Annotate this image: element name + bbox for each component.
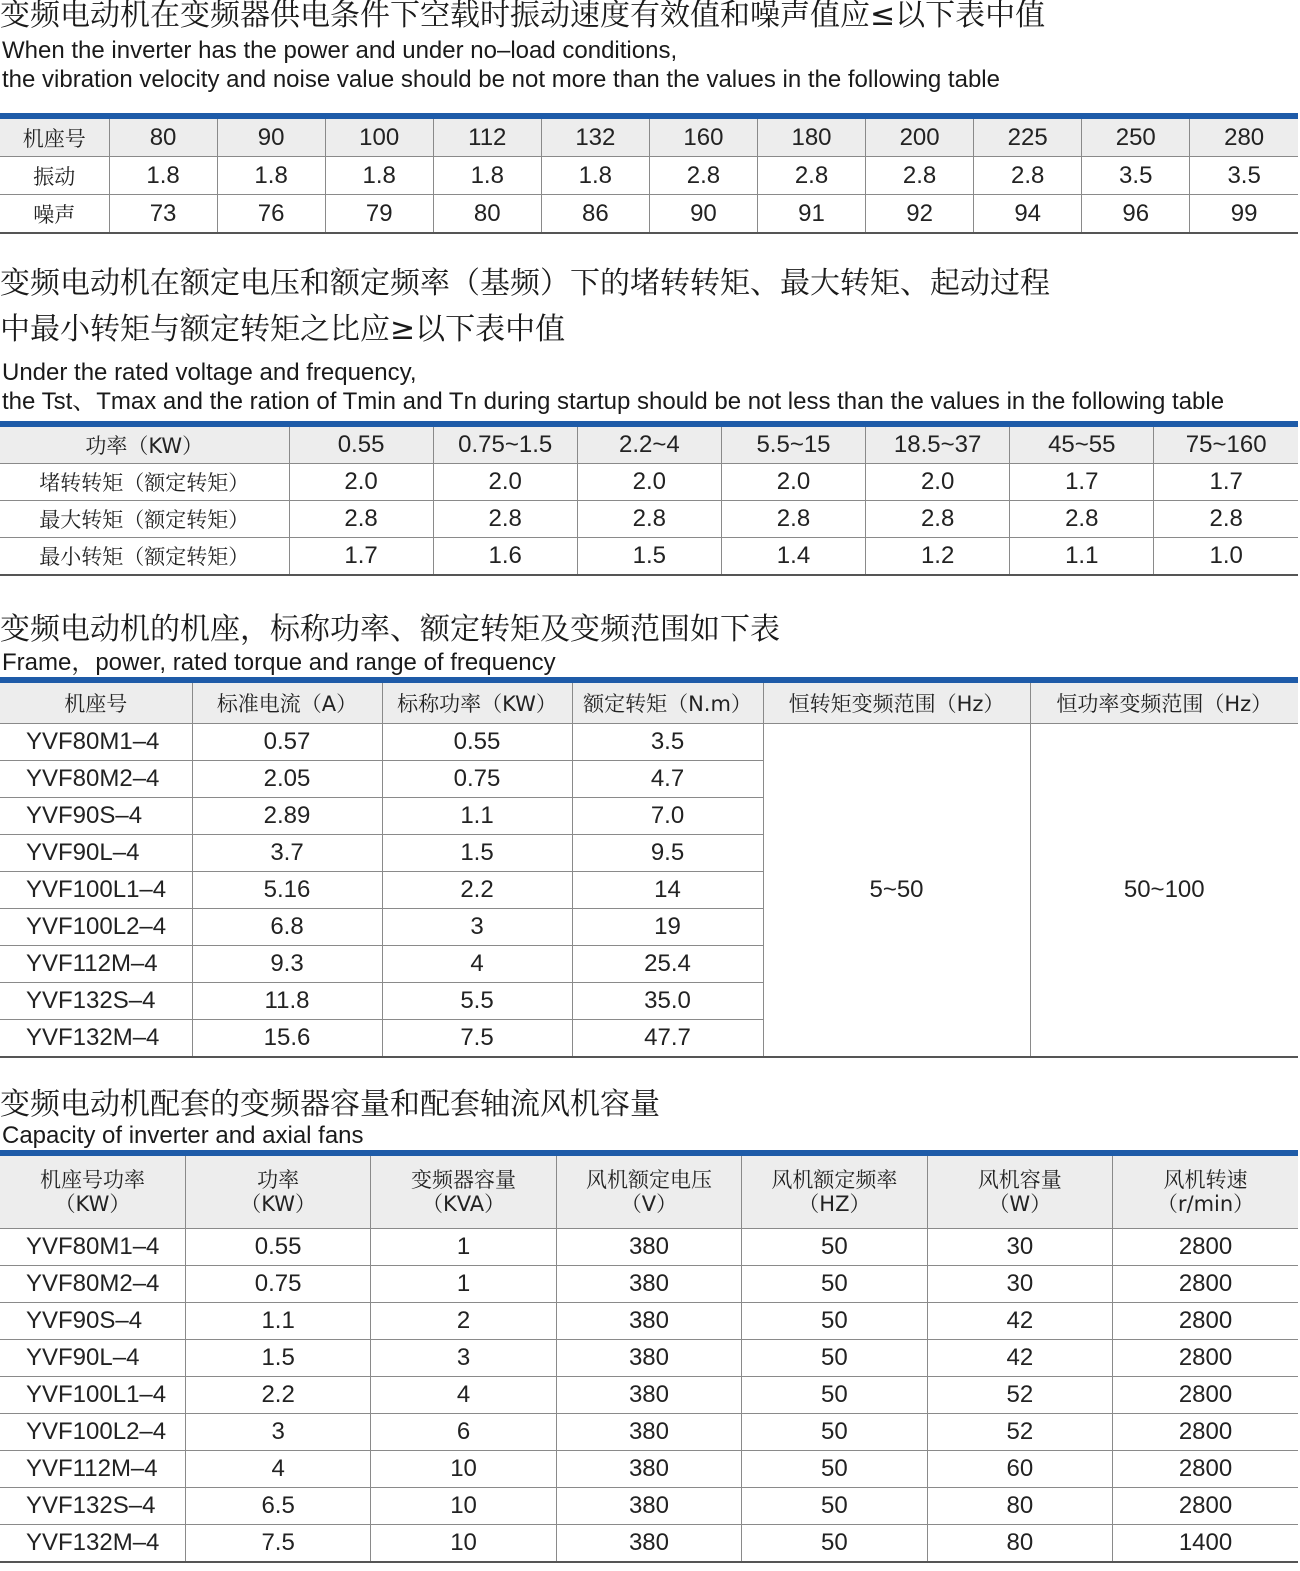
table-cell: 94 <box>974 195 1082 234</box>
table-row <box>0 1303 1298 1340</box>
table-cell: 380 <box>556 1414 741 1451</box>
column-header: 机座号 <box>0 680 192 724</box>
table-row <box>0 195 1298 234</box>
column-header-title: 功率 <box>257 1168 300 1192</box>
column-header-title: 机座号功率 <box>39 1168 145 1192</box>
table-row <box>0 1340 1298 1377</box>
table-cell: 52 <box>927 1377 1112 1414</box>
table-cell: 1.8 <box>541 157 649 195</box>
table-cell: 60 <box>927 1451 1112 1488</box>
table-cell: 380 <box>556 1229 741 1266</box>
table-cell: 50 <box>742 1303 927 1340</box>
table-cell: 2.8 <box>433 501 577 538</box>
column-header-unit: （KW） <box>54 1192 131 1216</box>
table-cell: 1.7 <box>1154 464 1298 501</box>
column-header-title: 风机额定电压 <box>585 1168 712 1192</box>
table-cell: 2.8 <box>757 157 865 195</box>
table-cell: 25.4 <box>572 946 763 983</box>
section-1-title-en-line1: When the inverter has the power and under no–load conditions, <box>2 37 678 64</box>
column-header <box>742 1153 927 1229</box>
table-row <box>0 501 1298 538</box>
column-header: 标准电流（A） <box>192 680 382 724</box>
table-cell: 30 <box>927 1266 1112 1303</box>
column-header <box>371 1153 556 1229</box>
column-header-title: 风机额定频率 <box>771 1168 898 1192</box>
table-cell: 2800 <box>1113 1340 1298 1377</box>
table-cell: 42 <box>927 1303 1112 1340</box>
table-cell: 1.8 <box>433 157 541 195</box>
section-1-title-en-line2: the vibration velocity and noise value should be not more than the values in the following table <box>2 66 1000 93</box>
table-cell: 0.55 <box>382 724 572 761</box>
table-cell: YVF80M1–4 <box>0 1229 185 1266</box>
table-cell: 380 <box>556 1266 741 1303</box>
table-cell: 2.8 <box>866 157 974 195</box>
table-cell: YVF90S–4 <box>0 1303 185 1340</box>
table-row <box>0 424 1298 464</box>
table-cell: 75~160 <box>1154 424 1298 464</box>
table-cell: YVF132S–4 <box>0 1488 185 1525</box>
table-cell: 2.8 <box>577 501 721 538</box>
table-cell: 2.2 <box>185 1377 370 1414</box>
table-cell: 3 <box>382 909 572 946</box>
table-cell: 1.5 <box>185 1340 370 1377</box>
table-row <box>0 1488 1298 1525</box>
table-cell: 1.7 <box>289 538 433 576</box>
table-cell: 42 <box>927 1340 1112 1377</box>
column-header-title: 风机容量 <box>977 1168 1062 1192</box>
table-cell: 3.5 <box>1190 157 1298 195</box>
table-cell: 96 <box>1082 195 1190 234</box>
table-cell: 1.4 <box>721 538 865 576</box>
table-cell: 10 <box>371 1488 556 1525</box>
table-cell: 50 <box>742 1340 927 1377</box>
table-row <box>0 538 1298 576</box>
table-cell: 2.8 <box>649 157 757 195</box>
table-cell: 2.2 <box>382 872 572 909</box>
row-label: 最大转矩（额定转矩） <box>0 501 289 538</box>
table-header-row <box>0 1153 1298 1229</box>
table-cell: 2.0 <box>577 464 721 501</box>
column-header <box>927 1153 1112 1229</box>
table-cell: 50 <box>742 1525 927 1563</box>
table-cell: 0.75 <box>382 761 572 798</box>
table-cell: 4 <box>382 946 572 983</box>
table-cell: 225 <box>974 116 1082 157</box>
table-cell: 73 <box>109 195 217 234</box>
table-row <box>0 1377 1298 1414</box>
column-header-unit: （KVA） <box>421 1192 506 1216</box>
table-cell: 2.89 <box>192 798 382 835</box>
row-label: 堵转转矩（额定转矩） <box>0 464 289 501</box>
table-cell: 3 <box>185 1414 370 1451</box>
column-header: 恒功率变频范围（Hz） <box>1030 680 1298 724</box>
table-cell: 280 <box>1190 116 1298 157</box>
table-cell: 5.5 <box>382 983 572 1020</box>
table-cell: 2.0 <box>866 464 1010 501</box>
table-cell: 0.55 <box>289 424 433 464</box>
table-cell: 2.8 <box>1010 501 1154 538</box>
table-cell: 10 <box>371 1525 556 1563</box>
table-cell: 2.05 <box>192 761 382 798</box>
table-cell: 3.5 <box>572 724 763 761</box>
table-row <box>0 116 1298 157</box>
column-header: 恒转矩变频范围（Hz） <box>763 680 1030 724</box>
table-cell: 132 <box>541 116 649 157</box>
table-cell: YVF100L2–4 <box>0 1414 185 1451</box>
column-header <box>0 1153 185 1229</box>
table-cell: 0.75 <box>185 1266 370 1303</box>
row-label: 噪声 <box>0 195 109 234</box>
column-header-unit: （W） <box>988 1192 1052 1216</box>
table-cell: 380 <box>556 1525 741 1563</box>
table-cell: YVF100L1–4 <box>0 1377 185 1414</box>
constant-power-range: 50~100 <box>1030 724 1298 1058</box>
table-cell: 52 <box>927 1414 1112 1451</box>
table-cell: 80 <box>927 1525 1112 1563</box>
table-cell: 11.8 <box>192 983 382 1020</box>
table-cell: 80 <box>927 1488 1112 1525</box>
table-cell: 1.5 <box>382 835 572 872</box>
table-cell: YVF100L1–4 <box>0 872 192 909</box>
table-header-row <box>0 680 1298 724</box>
table-cell: 380 <box>556 1340 741 1377</box>
column-header <box>1113 1153 1298 1229</box>
table-cell: 1.2 <box>866 538 1010 576</box>
table-cell: 4 <box>371 1377 556 1414</box>
table-row <box>0 1266 1298 1303</box>
table-cell: YVF90L–4 <box>0 1340 185 1377</box>
table-cell: 45~55 <box>1010 424 1154 464</box>
section-3-title-zh: 变频电动机的机座，标称功率、额定转矩及变频范围如下表 <box>0 612 780 647</box>
table-row <box>0 1229 1298 1266</box>
column-header-title: 变频器容量 <box>411 1168 517 1192</box>
table-cell: 6.8 <box>192 909 382 946</box>
table-cell: YVF90L–4 <box>0 835 192 872</box>
table-cell: 50 <box>742 1414 927 1451</box>
table-cell: 35.0 <box>572 983 763 1020</box>
table-cell: 2 <box>371 1303 556 1340</box>
table-cell: YVF100L2–4 <box>0 909 192 946</box>
table-cell: 2.0 <box>721 464 865 501</box>
table-cell: 90 <box>649 195 757 234</box>
row-label: 机座号 <box>0 116 109 157</box>
section-2-title-en-line2: the Tst、Tmax and the ration of Tmin and Tn during startup should be not less than the values in the following table <box>2 388 1225 415</box>
section-2-title-zh-line1: 变频电动机在额定电压和额定频率（基频）下的堵转转矩、最大转矩、起动过程 <box>0 266 1050 301</box>
table-cell: 4 <box>185 1451 370 1488</box>
table-row <box>0 1414 1298 1451</box>
table-cell: 2.8 <box>866 501 1010 538</box>
table-cell: 30 <box>927 1229 1112 1266</box>
table-cell: 2800 <box>1113 1451 1298 1488</box>
table-cell: 4.7 <box>572 761 763 798</box>
column-header-unit: （HZ） <box>798 1192 871 1216</box>
table-cell: 99 <box>1190 195 1298 234</box>
table-cell: 50 <box>742 1488 927 1525</box>
table-cell: 10 <box>371 1451 556 1488</box>
section-3-title-en: Frame，power, rated torque and range of frequency <box>2 649 556 676</box>
table-cell: 50 <box>742 1266 927 1303</box>
table-cell: 2800 <box>1113 1414 1298 1451</box>
torque-ratio-table <box>0 421 1298 576</box>
table-cell: 2.0 <box>289 464 433 501</box>
table-cell: 2800 <box>1113 1303 1298 1340</box>
table-cell: 6 <box>371 1414 556 1451</box>
table-cell: 7.0 <box>572 798 763 835</box>
column-header <box>556 1153 741 1229</box>
vibration-noise-table <box>0 113 1298 234</box>
table-row <box>0 724 1298 761</box>
table-cell: YVF132M–4 <box>0 1020 192 1058</box>
table-cell: 2.8 <box>974 157 1082 195</box>
table-cell: YVF80M1–4 <box>0 724 192 761</box>
table-cell: 3.5 <box>1082 157 1190 195</box>
table-cell: 112 <box>433 116 541 157</box>
column-header: 额定转矩（N.m） <box>572 680 763 724</box>
table-cell: 1.7 <box>1010 464 1154 501</box>
table-cell: 160 <box>649 116 757 157</box>
table-cell: 200 <box>866 116 974 157</box>
column-header-unit: （KW） <box>240 1192 317 1216</box>
table-cell: 0.55 <box>185 1229 370 1266</box>
table-cell: YVF112M–4 <box>0 946 192 983</box>
table-cell: 9.3 <box>192 946 382 983</box>
table-cell: 7.5 <box>382 1020 572 1058</box>
row-label: 功率（KW） <box>0 424 289 464</box>
table-cell: 2.0 <box>433 464 577 501</box>
table-row <box>0 1451 1298 1488</box>
table-cell: 3 <box>371 1340 556 1377</box>
table-cell: 5.16 <box>192 872 382 909</box>
table-row <box>0 157 1298 195</box>
table-cell: 380 <box>556 1451 741 1488</box>
table-cell: 250 <box>1082 116 1190 157</box>
table-cell: 1.1 <box>1010 538 1154 576</box>
table-cell: 0.57 <box>192 724 382 761</box>
table-cell: 380 <box>556 1303 741 1340</box>
row-label: 振动 <box>0 157 109 195</box>
section-2-title-zh-line2: 中最小转矩与额定转矩之比应≥以下表中值 <box>0 312 566 347</box>
table-cell: 1 <box>371 1266 556 1303</box>
table-cell: 380 <box>556 1377 741 1414</box>
section-1-title-zh: 变频电动机在变频器供电条件下空载时振动速度有效值和噪声值应≤以下表中值 <box>0 0 1046 33</box>
table-cell: 1.0 <box>1154 538 1298 576</box>
table-cell: 86 <box>541 195 649 234</box>
table-cell: 92 <box>866 195 974 234</box>
table-cell: 180 <box>757 116 865 157</box>
table-cell: 76 <box>217 195 325 234</box>
table-cell: 80 <box>433 195 541 234</box>
table-cell: 1 <box>371 1229 556 1266</box>
table-cell: 18.5~37 <box>866 424 1010 464</box>
table-cell: 2800 <box>1113 1377 1298 1414</box>
table-cell: 80 <box>109 116 217 157</box>
table-row <box>0 1525 1298 1563</box>
table-cell: 79 <box>325 195 433 234</box>
table-cell: 0.75~1.5 <box>433 424 577 464</box>
table-cell: 1.5 <box>577 538 721 576</box>
section-4-title-en: Capacity of inverter and axial fans <box>2 1122 364 1149</box>
inverter-fan-table <box>0 1150 1298 1563</box>
table-cell: 2.2~4 <box>577 424 721 464</box>
table-cell: YVF112M–4 <box>0 1451 185 1488</box>
table-cell: 19 <box>572 909 763 946</box>
column-header <box>185 1153 370 1229</box>
section-2-title-en-line1: Under the rated voltage and frequency, <box>2 359 417 386</box>
table-cell: 2.8 <box>721 501 865 538</box>
table-cell: 5.5~15 <box>721 424 865 464</box>
table-cell: 50 <box>742 1229 927 1266</box>
table-cell: 15.6 <box>192 1020 382 1058</box>
table-cell: 100 <box>325 116 433 157</box>
table-cell: 50 <box>742 1377 927 1414</box>
table-cell: 2800 <box>1113 1229 1298 1266</box>
table-cell: 2800 <box>1113 1488 1298 1525</box>
table-cell: 14 <box>572 872 763 909</box>
table-cell: 2800 <box>1113 1266 1298 1303</box>
table-cell: 91 <box>757 195 865 234</box>
table-cell: 1.6 <box>433 538 577 576</box>
table-cell: 380 <box>556 1488 741 1525</box>
table-cell: 1.1 <box>185 1303 370 1340</box>
table-cell: 1.8 <box>217 157 325 195</box>
table-cell: 3.7 <box>192 835 382 872</box>
table-cell: 90 <box>217 116 325 157</box>
row-label: 最小转矩（额定转矩） <box>0 538 289 576</box>
column-header: 标称功率（KW） <box>382 680 572 724</box>
table-cell: 6.5 <box>185 1488 370 1525</box>
table-row <box>0 464 1298 501</box>
table-cell: YVF90S–4 <box>0 798 192 835</box>
table-cell: YVF80M2–4 <box>0 761 192 798</box>
table-cell: 2.8 <box>1154 501 1298 538</box>
constant-torque-range: 5~50 <box>763 724 1030 1058</box>
frame-power-table <box>0 677 1298 1058</box>
table-cell: 1.8 <box>325 157 433 195</box>
table-cell: 2.8 <box>289 501 433 538</box>
column-header-unit: （r/min） <box>1156 1192 1255 1216</box>
table-cell: 1.1 <box>382 798 572 835</box>
table-cell: 47.7 <box>572 1020 763 1058</box>
table-cell: YVF132M–4 <box>0 1525 185 1563</box>
table-cell: 9.5 <box>572 835 763 872</box>
table-cell: 1.8 <box>109 157 217 195</box>
table-cell: YVF80M2–4 <box>0 1266 185 1303</box>
section-4-title-zh: 变频电动机配套的变频器容量和配套轴流风机容量 <box>0 1087 660 1122</box>
column-header-unit: （V） <box>620 1192 678 1216</box>
table-cell: 50 <box>742 1451 927 1488</box>
column-header-title: 风机转速 <box>1163 1168 1248 1192</box>
table-cell: 7.5 <box>185 1525 370 1563</box>
table-cell: YVF132S–4 <box>0 983 192 1020</box>
table-cell: 1400 <box>1113 1525 1298 1563</box>
